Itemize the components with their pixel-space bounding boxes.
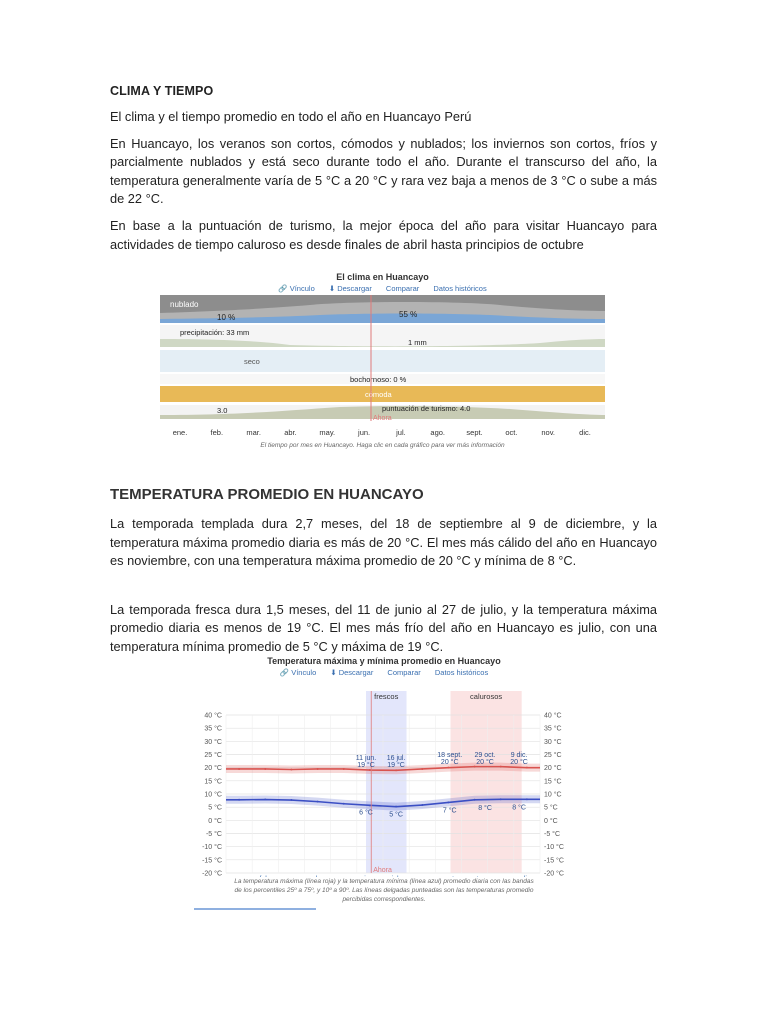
data-point: [526, 767, 528, 769]
cloud-label: nublado: [170, 300, 199, 309]
data-point: [421, 804, 423, 806]
temp-figure-links: [194, 668, 574, 677]
month-label: feb.: [210, 428, 224, 437]
month-label: mar.: [246, 428, 261, 437]
month-label: jul.: [396, 428, 406, 437]
precip-min-label: 1 mm: [408, 338, 427, 347]
data-point: [264, 799, 266, 801]
compare-link[interactable]: Comparar: [385, 284, 420, 293]
month-axis: [173, 428, 591, 437]
y-tick-label-right: 10 °C: [544, 791, 562, 799]
y-tick-label-left: 35 °C: [204, 725, 222, 733]
y-tick-label-left: 20 °C: [204, 765, 222, 773]
link-icon-vinculo[interactable]: 🔗 Vínculo: [279, 668, 317, 677]
temp-figure-title: Temperatura máxima y mínima promedio en Huancayo: [267, 656, 501, 666]
compare-link[interactable]: Comparar: [387, 668, 421, 677]
data-point: [421, 768, 423, 770]
y-tick-label-left: -20 °C: [202, 870, 222, 877]
y-tick-label-right: -15 °C: [544, 857, 564, 865]
month-label: dic.: [579, 428, 591, 437]
data-point: [500, 798, 502, 800]
data-point: [395, 806, 397, 808]
download-link[interactable]: ⬇ Descargar: [330, 668, 374, 677]
y-tick-label-left: -15 °C: [202, 857, 222, 865]
y-tick-label-left: 0 °C: [208, 817, 222, 825]
month-label: may.: [319, 428, 336, 437]
annotation-value: 19 °C: [387, 762, 405, 770]
intro-line: El clima y el tiempo promedio en todo el año en Huancayo Perú: [110, 109, 472, 124]
annotation-value: 20 °C: [510, 759, 528, 767]
y-tick-label-right: 20 °C: [544, 765, 562, 773]
data-point: [447, 767, 449, 769]
precip-label: precipitación: 33 mm: [180, 328, 250, 337]
now-label: Ahora: [373, 867, 392, 874]
y-tick-label-left: 15 °C: [204, 778, 222, 786]
data-point: [500, 766, 502, 768]
temperature-chart: [194, 677, 574, 877]
y-tick-label-left: -5 °C: [205, 831, 222, 838]
y-tick-label-left: 40 °C: [204, 712, 222, 720]
now-label: Ahora: [373, 415, 392, 422]
y-tick-label-right: 5 °C: [544, 804, 558, 812]
annotation-value: 20 °C: [476, 759, 494, 767]
month-label: ene.: [172, 428, 188, 437]
cool-season-label: frescos: [374, 692, 399, 701]
history-link[interactable]: Datos históricos: [433, 284, 487, 293]
paragraph-warm-season: La temporada templada dura 2,7 meses, del 18 de septiembre al 9 de diciembre, y la temperatura máxima promedio diaria es más de 20 °C. El mes más cálido del año en Huancayo es noviembre, con una temperatura máxima promedio de 20 °C y mínima de 8 °C.: [110, 516, 657, 569]
min-annotation: 8 °C: [512, 804, 526, 812]
link-icon-vinculo[interactable]: 🔗 Vínculo: [278, 284, 315, 293]
data-point: [447, 801, 449, 803]
figure-title: El clima en Huancayo: [336, 272, 429, 282]
month-label: jun.: [358, 428, 371, 437]
paragraph-cool-season: La temporada fresca dura 1,5 meses, del 11 de junio al 27 de julio, y la temperatura máxima promedio diaria es menos de 19 °C. El mes más frío del año en Huancayo es julio, con una temperatura mínima promedio de 5 °C y máxima de 19 °C.: [110, 601, 657, 654]
min-annotation: 5 °C: [389, 811, 403, 819]
y-tick-label-left: -10 °C: [202, 844, 222, 852]
data-point: [343, 803, 345, 805]
data-point: [238, 768, 240, 770]
annotation-date: 16 jul.: [386, 755, 406, 763]
y-tick-label-right: 35 °C: [544, 725, 562, 733]
temperature-figure[interactable]: [194, 656, 574, 910]
data-point: [317, 768, 319, 770]
cloud-max-label: 55 %: [399, 310, 418, 319]
month-label: nov.: [541, 428, 555, 437]
tour-min-label: 3.0: [217, 406, 228, 415]
annotation-date: 18 sept.: [437, 752, 463, 760]
climate-overview-chart: [160, 293, 605, 443]
figure-links: [160, 284, 605, 293]
annotation-date: 11 jun.: [355, 755, 377, 763]
warm-season-band: [451, 691, 522, 873]
y-tick-label-right: -5 °C: [544, 831, 561, 838]
annotation-date: 9 dic.: [510, 752, 528, 760]
temp-caption: La temperatura máxima (línea roja) y la temperatura mínima (línea azul) promedio diaria con las bandas de los percentiles 25º a 75º, y 10º a 90º. Las líneas delgadas punteadas son las temperaturas promedio percibidas correspondientes.: [234, 878, 534, 903]
y-tick-label-left: 5 °C: [208, 804, 222, 812]
warm-season-label: calurosos: [470, 692, 503, 701]
y-tick-label-left: 25 °C: [204, 752, 222, 759]
y-tick-label-right: -10 °C: [544, 844, 564, 852]
min-annotation: 7 °C: [442, 807, 457, 815]
cloud-min-label: 10 %: [217, 313, 236, 322]
data-point: [395, 769, 397, 771]
data-point: [474, 799, 476, 801]
scroll-indicator: [194, 908, 316, 910]
y-tick-label-right: -20 °C: [544, 870, 564, 877]
y-tick-label-right: 25 °C: [544, 752, 562, 759]
data-point: [317, 801, 319, 803]
data-point: [526, 798, 528, 800]
data-point: [369, 804, 371, 806]
figure-caption: El tiempo por mes en Huancayo. Haga clic en cada gráfico para ver más información: [260, 442, 505, 449]
section-title: TEMPERATURA PROMEDIO EN HUANCAYO: [110, 486, 424, 503]
comfort-label: cómoda: [365, 390, 392, 399]
doc-title: CLIMA Y TIEMPO: [110, 84, 214, 98]
data-point: [290, 769, 292, 771]
dry-label: seco: [244, 357, 260, 366]
data-point: [343, 768, 345, 770]
data-point: [238, 799, 240, 801]
y-tick-label-left: 10 °C: [204, 791, 222, 799]
annotation-date: 29 oct.: [474, 752, 496, 760]
tour-max-label: puntuación de turismo: 4.0: [382, 404, 471, 413]
y-tick-label-right: 0 °C: [544, 817, 558, 825]
y-tick-label-right: 15 °C: [544, 778, 562, 786]
download-link[interactable]: ⬇ Descargar: [328, 284, 372, 293]
history-link[interactable]: Datos históricos: [434, 668, 489, 677]
min-annotation: 6 °C: [359, 809, 373, 817]
annotation-value: 19 °C: [357, 762, 375, 770]
paragraph-tourism: En base a la puntuación de turismo, la mejor época del año para visitar Huancayo para actividades de tiempo caluroso es desde finales de abril hasta principios de octubre: [110, 217, 657, 252]
data-point: [369, 769, 371, 771]
data-point: [290, 799, 292, 801]
annotation-value: 20 °C: [440, 759, 459, 767]
muggy-label: bochornoso: 0 %: [350, 375, 407, 384]
climate-overview-figure[interactable]: [160, 272, 605, 450]
cool-season-band: [366, 691, 407, 873]
y-tick-label-left: 30 °C: [204, 738, 222, 746]
paragraph-climate: En Huancayo, los veranos son cortos, cómodos y nublados; los inviernos son cortos, fríos y parcialmente nublados y está seco durante todo el año. Durante el transcurso del año, la temperatura generalmente varía de 5 °C a 20 °C y rara vez baja a menos de 3 °C o sube a más de 22 °C.: [110, 135, 657, 207]
y-tick-label-right: 40 °C: [544, 712, 562, 720]
min-annotation: 8 °C: [478, 804, 492, 812]
month-label: sept.: [466, 428, 483, 437]
y-tick-label-right: 30 °C: [544, 738, 562, 746]
month-label: oct.: [505, 428, 518, 437]
month-label: abr.: [284, 428, 297, 437]
month-label: ago.: [430, 428, 446, 437]
data-point: [264, 768, 266, 770]
